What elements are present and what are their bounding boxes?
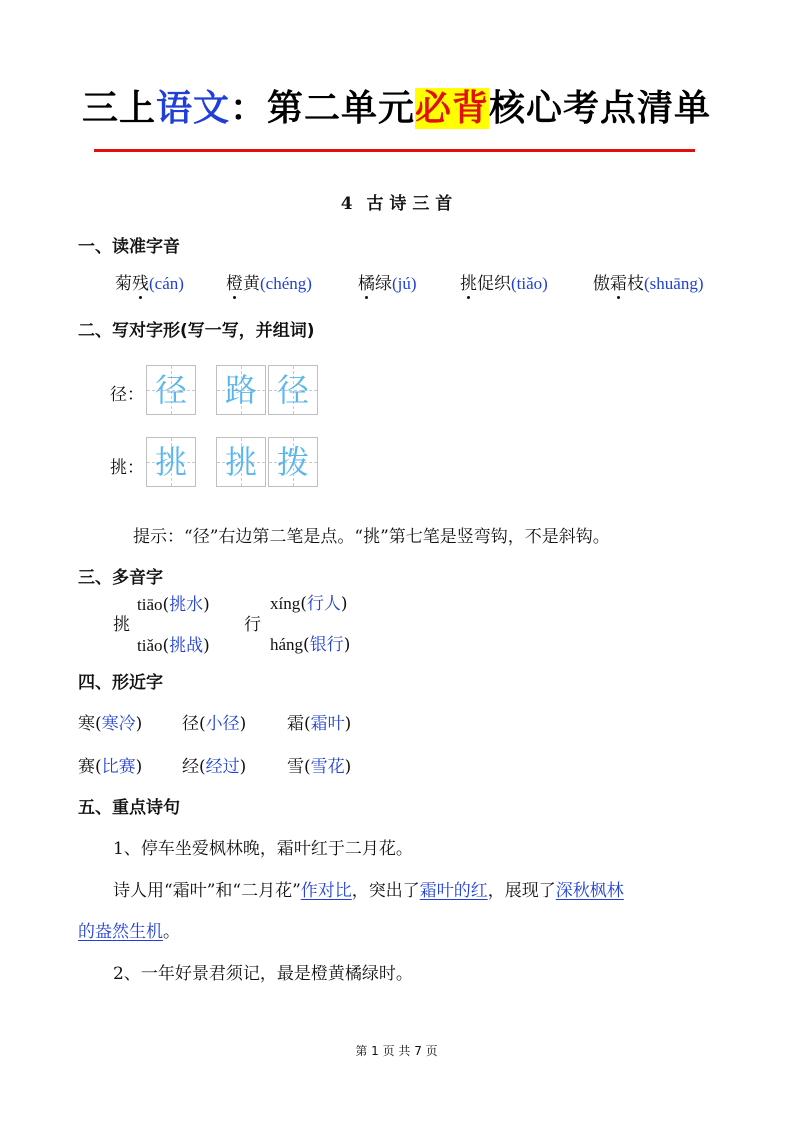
section4-heading: 四、形近字	[78, 673, 163, 693]
writing-grid	[146, 365, 196, 415]
pinyin: (jú)	[392, 274, 417, 293]
polyphone-reading: tiāo(挑水)	[137, 595, 210, 615]
similar-char: 经(经过)	[182, 757, 247, 777]
char-text: 赛	[78, 757, 95, 777]
similar-char: 雪(雪花)	[287, 757, 352, 777]
text: ，展现了	[487, 881, 556, 901]
char-text: 雪	[287, 757, 304, 777]
section3-heading: 三、多音字	[78, 568, 163, 588]
row-label: 径：	[110, 385, 144, 405]
word: 银行	[309, 635, 344, 655]
writing-grid	[268, 365, 318, 415]
dotted-char: 橙	[226, 274, 243, 294]
similar-char: 径(小径)	[182, 714, 247, 734]
lesson-number: 4	[340, 194, 353, 214]
word: 小径	[205, 714, 240, 734]
similar-char: 霜(霜叶)	[287, 714, 352, 734]
page-title	[0, 80, 793, 131]
section5-heading: 五、重点诗句	[78, 798, 180, 818]
polyphone-char: 挑	[113, 615, 130, 635]
dotted-char: 挑	[460, 274, 477, 294]
grid-char: 拨	[276, 443, 309, 481]
writing-grid	[216, 365, 266, 415]
writing-grid	[216, 437, 266, 487]
char-text: 经	[182, 757, 199, 777]
key-phrase: 霜叶的红	[419, 881, 488, 901]
char-text: 寒	[78, 714, 95, 734]
pinyin: xíng	[270, 594, 301, 613]
key-phrase: 的盎然生机	[78, 922, 163, 942]
page-number: 第 1 页 共 7 页	[355, 1044, 438, 1058]
title-part: 三上	[81, 88, 156, 129]
text: 诗人用“霜叶”和“二月花”	[113, 881, 301, 901]
pinyin: tiǎo	[137, 636, 163, 655]
char-text: 霜	[287, 714, 304, 734]
title-part: 核心考点清单	[489, 88, 712, 129]
section2-heading: 二、写对字形(写一写，并组词)	[78, 321, 315, 341]
pronunciation-item	[358, 269, 417, 294]
similar-char: 寒(寒冷)	[78, 714, 143, 734]
title-subject: 语文	[155, 88, 230, 129]
similar-char: 赛(比赛)	[78, 757, 143, 777]
word: 霜叶	[310, 714, 345, 734]
word: 经过	[205, 757, 240, 777]
grid-char: 路	[224, 371, 257, 409]
grid-char: 挑	[154, 443, 187, 481]
word: 行人	[306, 594, 341, 614]
key-phrase: 深秋枫林	[555, 881, 624, 901]
lesson-title	[0, 189, 793, 214]
pinyin: (tiǎo)	[511, 274, 548, 293]
polyphone-char: 行	[244, 615, 261, 635]
grid-char: 径	[154, 371, 187, 409]
pinyin: (chéng)	[260, 274, 312, 293]
pronunciation-item	[115, 269, 184, 294]
pronunciation-item	[460, 269, 548, 294]
pinyin: (cán)	[149, 274, 184, 293]
text: 。	[163, 922, 180, 942]
pronunciation-item	[226, 269, 312, 294]
char-text: 菊	[115, 274, 132, 294]
pinyin: tiāo	[137, 595, 163, 614]
dotted-char: 霜	[610, 274, 627, 294]
writing-grid	[146, 437, 196, 487]
char-text: 枝	[627, 274, 644, 294]
text: ，突出了	[351, 881, 420, 901]
char-text: 促织	[477, 274, 511, 294]
title-divider	[94, 149, 695, 152]
word: 寒冷	[101, 714, 136, 734]
poem-line: 1、停车坐爱枫林晚，霜叶红于二月花。	[113, 839, 413, 859]
writing-grid	[268, 437, 318, 487]
poem-explanation	[113, 876, 624, 901]
char-text: 傲	[593, 274, 610, 294]
word: 雪花	[310, 757, 345, 777]
lesson-name: 古 诗 三 首	[366, 194, 453, 214]
section1-heading: 一、读准字音	[78, 237, 180, 257]
word: 挑战	[169, 636, 204, 656]
grid-char: 挑	[224, 443, 257, 481]
poem-explanation-cont	[78, 917, 180, 942]
pinyin: (shuāng)	[644, 274, 704, 293]
stroke-tip: 提示：“径”右边第二笔是点。“挑”第七笔是竖弯钩，不是斜钩。	[133, 527, 610, 547]
grid-char: 径	[276, 371, 309, 409]
word: 比赛	[101, 757, 136, 777]
polyphone-reading: xíng(行人)	[270, 594, 348, 614]
polyphone-reading: tiǎo(挑战)	[137, 636, 210, 656]
poem-line: 2、一年好景君须记，最是橙黄橘绿时。	[113, 964, 413, 984]
row-label: 挑：	[110, 458, 144, 478]
word: 挑水	[169, 595, 204, 615]
pronunciation-item	[593, 269, 703, 294]
dotted-char: 残	[132, 274, 149, 294]
title-highlight: 必背	[415, 88, 490, 129]
pinyin: háng	[270, 635, 304, 654]
dotted-char: 橘	[358, 274, 375, 294]
polyphone-reading: háng(银行)	[270, 635, 351, 655]
char-text: 黄	[243, 274, 260, 294]
title-part: ：第二单元	[229, 88, 415, 129]
char-text: 绿	[375, 274, 392, 294]
char-text: 径	[182, 714, 199, 734]
key-phrase: 作对比	[300, 881, 352, 901]
